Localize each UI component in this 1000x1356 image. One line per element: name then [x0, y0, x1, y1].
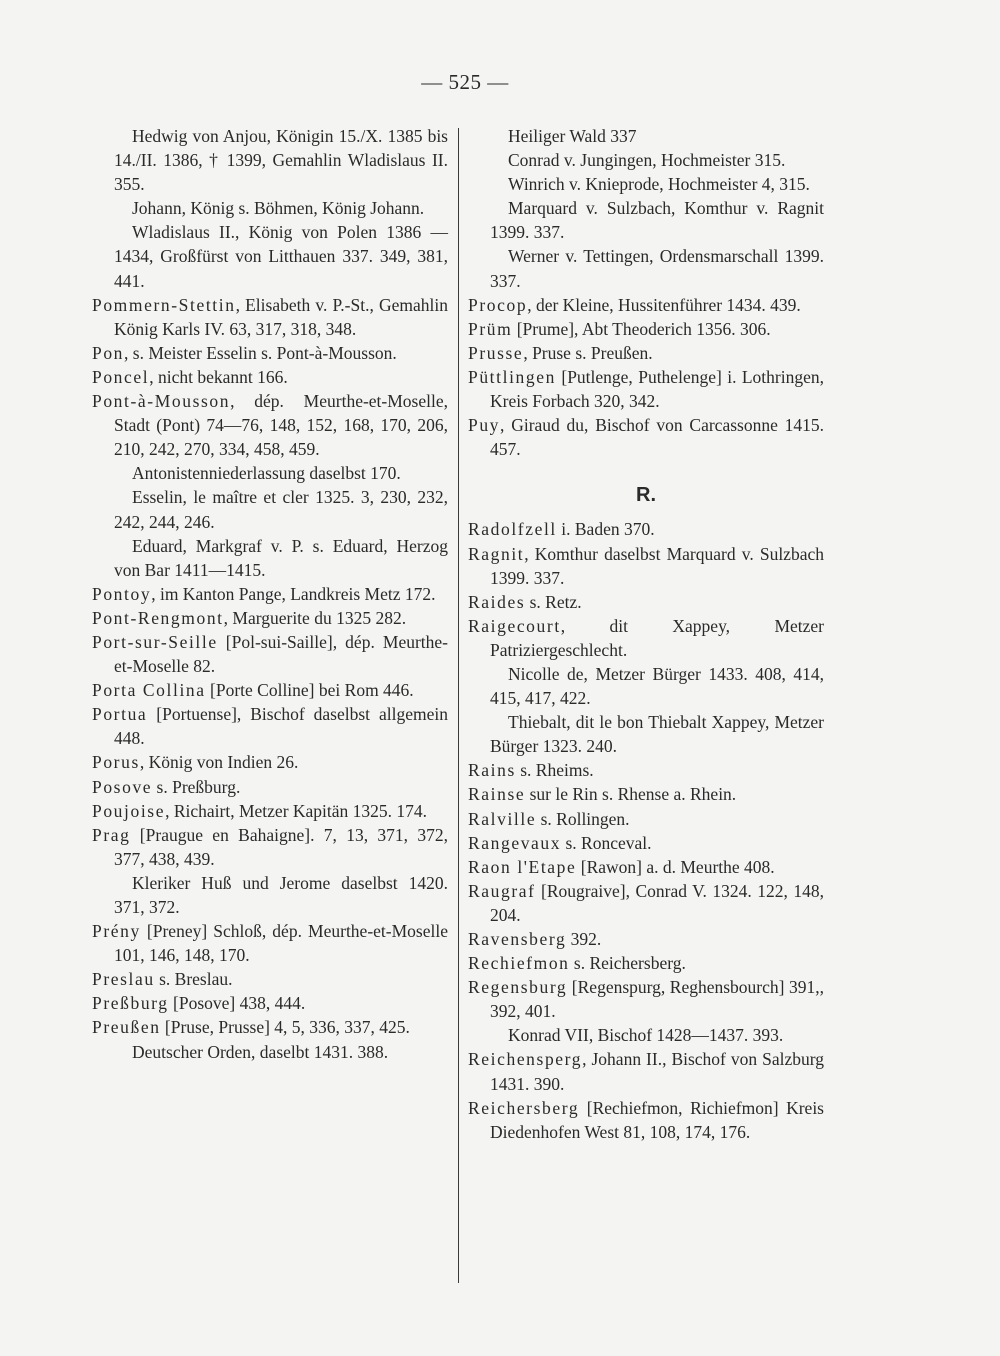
- index-entry: [92, 341, 448, 365]
- index-entry-text: , im Kanton Pange, Landkreis Metz 172.: [151, 583, 436, 604]
- index-entry-text: , Marguerite du 1325 282.: [223, 607, 407, 628]
- index-entry-text: Winrich v. Knieprode, Hochmeister 4, 315.: [508, 174, 810, 195]
- index-headword: Preslau: [92, 969, 155, 990]
- index-entry-text: s. Retz.: [525, 591, 582, 612]
- right-column-r-entries: [468, 517, 824, 1143]
- index-entry-text: [Rougraive], Conrad V. 1324. 122, 148, 204.: [490, 880, 824, 925]
- index-entry-text: [Putlenge, Puthelenge] i. Lothringen, Kreis Forbach 320, 342.: [490, 366, 824, 412]
- index-entry-text: , Johann II., Bischof von Salzburg 1431. 390.: [490, 1049, 824, 1094]
- index-headword: Ravensberg: [468, 929, 567, 949]
- index-entry: [92, 991, 448, 1015]
- index-subentry: [468, 124, 824, 148]
- index-entry: [468, 365, 824, 413]
- right-column: [468, 124, 824, 1144]
- index-subentry: [468, 148, 824, 172]
- index-entry-text: Johann, König s. Böhmen, König Johann.: [132, 198, 425, 219]
- index-headword: Raon l'Etape: [468, 856, 577, 877]
- index-entry: [92, 293, 448, 341]
- index-entry-text: Heiliger Wald 337: [508, 126, 637, 146]
- index-entry-text: [Porte Colline] bei Rom 446.: [205, 680, 414, 701]
- index-headword: Poncel: [92, 366, 150, 387]
- index-entry: [468, 975, 824, 1023]
- index-entry-text: s. Ronceval.: [561, 832, 652, 853]
- column-divider: [458, 128, 459, 1283]
- index-entry: [468, 951, 824, 975]
- index-headword: Raugraf: [468, 880, 536, 901]
- index-headword: Preßburg: [92, 993, 169, 1014]
- index-headword: Reichensperg: [468, 1049, 583, 1070]
- index-headword: Poujoise: [92, 800, 166, 821]
- index-entry: [468, 293, 824, 317]
- index-subentry: [92, 485, 448, 533]
- index-subentry: [468, 1023, 824, 1047]
- index-entry-text: Antonistenniederlassung daselbst 170.: [132, 463, 401, 484]
- index-subentry: [92, 871, 448, 919]
- index-headword: Pont-Rengmont: [92, 607, 224, 628]
- index-headword: Radolfzell: [468, 519, 557, 540]
- index-headword: Rechiefmon: [468, 953, 570, 974]
- index-headword: Püttlingen: [468, 366, 556, 387]
- index-entry-text: s. Preßburg.: [152, 776, 241, 797]
- index-entry: [468, 807, 824, 831]
- index-subentry: [468, 662, 824, 710]
- index-entry: [92, 630, 448, 678]
- right-column-p-entries: [468, 124, 824, 461]
- section-letter-r: R.: [636, 484, 656, 507]
- index-entry-text: [Pol-sui-Saille], dép. Meurthe-et-Moselle 82.: [114, 631, 448, 677]
- index-entry-text: Marquard v. Sulzbach, Komthur v. Ragnit 1399. 337.: [490, 198, 824, 243]
- index-entry-text: , s. Meister Esselin s. Pont-à-Mousson.: [124, 342, 397, 363]
- index-headword: Prag: [92, 824, 131, 845]
- index-entry-text: , Richairt, Metzer Kapitän 1325. 174.: [165, 800, 428, 821]
- index-headword: Ragnit: [468, 543, 525, 564]
- index-entry-text: s. Rollingen.: [536, 808, 630, 829]
- index-entry-text: s. Rheims.: [515, 760, 594, 781]
- index-headword: Procop: [468, 294, 528, 315]
- index-entry: [468, 758, 824, 782]
- index-subentry: [92, 461, 448, 485]
- index-entry: [468, 782, 824, 806]
- index-headword: Regensburg: [468, 977, 568, 998]
- index-entry: [468, 855, 824, 879]
- index-headword: Pontoy: [92, 583, 152, 604]
- index-entry: [92, 702, 448, 750]
- index-entry: [92, 775, 448, 799]
- index-entry-text: , nicht bekannt 166.: [149, 366, 288, 387]
- index-headword: Raides: [468, 591, 526, 612]
- index-entry: [468, 317, 824, 341]
- index-entry-text: Werner v. Tettingen, Ordensmarschall 1399. 337.: [490, 246, 824, 291]
- index-headword: Rangevaux: [468, 832, 562, 853]
- index-entry: [92, 606, 448, 630]
- index-headword: Porus: [92, 752, 140, 773]
- index-subentry: [468, 244, 824, 292]
- index-entry-text: , Giraud du, Bischof von Carcassonne 1415. 457.: [490, 415, 824, 460]
- index-entry: [468, 831, 824, 855]
- page-number: — 525 —: [421, 70, 509, 94]
- index-entry: [468, 517, 824, 541]
- index-entry-text: sur le Rin s. Rhense a. Rhein.: [525, 784, 737, 805]
- index-entry-text: Thiebalt, dit le bon Thiebalt Xappey, Metzer Bürger 1323. 240.: [490, 712, 824, 757]
- index-entry: [468, 413, 824, 461]
- index-entry-text: [Rechiefmon, Richiefmon] Kreis Diedenhofen West 81, 108, 174, 176.: [490, 1097, 824, 1142]
- index-entry-text: Konrad VII, Bischof 1428—1437. 393.: [508, 1025, 784, 1046]
- index-entry-text: Nicolle de, Metzer Bürger 1433. 408, 414, 415, 417, 422.: [490, 663, 824, 709]
- index-entry: [92, 750, 448, 774]
- index-entry: [468, 879, 824, 927]
- index-headword: Prény: [92, 921, 141, 942]
- index-entry: [92, 678, 448, 702]
- index-entry-text: Conrad v. Jungingen, Hochmeister 315.: [508, 150, 786, 171]
- index-entry: [92, 967, 448, 991]
- index-entry-text: , Pruse s. Preußen.: [523, 342, 653, 363]
- index-entry: [92, 919, 448, 967]
- index-entry-text: [Praugue en Bahaigne]. 7, 13, 371, 372, 377, 438, 439.: [114, 824, 448, 869]
- index-headword: Preußen: [92, 1017, 161, 1038]
- index-subentry: [92, 196, 448, 220]
- index-entry-text: [Preney] Schloß, dép. Meurthe-et-Moselle 101, 146, 148, 170.: [114, 921, 448, 966]
- index-headword: Reichersberg: [468, 1097, 580, 1118]
- index-entry-text: Deutscher Orden, daselbt 1431. 388.: [132, 1041, 389, 1062]
- index-entry-text: 392.: [566, 929, 602, 949]
- index-entry: [468, 1047, 824, 1095]
- index-entry-text: [Regenspurg, Reghensbourch] 391,, 392, 401.: [490, 977, 824, 1022]
- index-entry: [468, 590, 824, 614]
- index-subentry: [92, 220, 448, 292]
- index-entry-text: s. Breslau.: [154, 969, 233, 990]
- index-entry-text: , dép. Meurthe-et-Moselle, Stadt (Pont) 74—76, 148, 152, 168, 170, 206, 210, 242, 270, 334, 458, 459.: [114, 391, 448, 460]
- index-entry: [92, 582, 448, 606]
- index-entry-text: [Pruse, Prusse] 4, 5, 336, 337, 425.: [160, 1017, 410, 1038]
- index-entry: [468, 341, 824, 365]
- index-entry: [468, 1096, 824, 1144]
- index-entry-text: [Prume], Abt Theoderich 1356. 306.: [512, 318, 771, 339]
- index-subentry: [92, 534, 448, 582]
- index-subentry: [468, 710, 824, 758]
- index-subentry: [92, 124, 448, 196]
- index-headword: Ralville: [468, 808, 537, 829]
- index-headword: Pont-à-Mousson: [92, 391, 231, 412]
- index-entry: [468, 927, 824, 951]
- index-entry: [92, 389, 448, 461]
- index-entry-text: Eduard, Markgraf v. P. s. Eduard, Herzog von Bar 1411—1415.: [114, 535, 448, 580]
- index-entry: [92, 365, 448, 389]
- index-subentry: [92, 1040, 448, 1064]
- index-entry: [92, 1015, 448, 1039]
- left-column: [92, 124, 448, 1064]
- index-entry-text: s. Reichersberg.: [569, 953, 686, 974]
- index-headword: Pon: [92, 342, 125, 363]
- index-headword: Raigecourt: [468, 615, 561, 636]
- index-headword: Pommern-Stettin: [92, 294, 236, 315]
- index-entry-text: , der Kleine, Hussitenführer 1434. 439.: [527, 294, 801, 315]
- index-headword: Port-sur-Seille: [92, 631, 218, 652]
- index-headword: Puy: [468, 415, 501, 436]
- index-headword: Rainse: [468, 784, 526, 805]
- index-entry-text: [Rawon] a. d. Meurthe 408.: [576, 856, 775, 877]
- index-entry-text: i. Baden 370.: [556, 519, 655, 540]
- index-entry-text: Esselin, le maître et cler 1325. 3, 230, 232, 242, 244, 246.: [114, 487, 448, 532]
- index-subentry: [468, 196, 824, 244]
- index-entry-text: [Portuense], Bischof daselbst allgemein 448.: [114, 704, 448, 749]
- index-entry-text: , König von Indien 26.: [139, 752, 299, 773]
- index-headword: Prusse: [468, 342, 524, 363]
- index-entry-text: Wladislaus II., König von Polen 1386 — 1434, Großfürst von Litthauen 337. 349, 381, 441.: [114, 222, 448, 291]
- index-entry-text: [Posove] 438, 444.: [168, 993, 306, 1014]
- index-entry-text: Kleriker Huß und Jerome daselbst 1420. 371, 372.: [114, 872, 448, 917]
- index-entry: [92, 799, 448, 823]
- index-headword: Portua: [92, 704, 148, 725]
- index-entry: [92, 823, 448, 871]
- index-entry-text: , dit Xappey, Metzer Patriziergeschlecht.: [490, 615, 824, 660]
- index-entry-text: Hedwig von Anjou, Königin 15./X. 1385 bis 14./II. 1386, † 1399, Gemahlin Wladislaus II. 355.: [114, 126, 448, 195]
- index-subentry: [468, 172, 824, 196]
- index-entry: [468, 542, 824, 590]
- index-headword: Rains: [468, 760, 516, 781]
- index-headword: Porta Collina: [92, 680, 206, 701]
- index-headword: Prüm: [468, 318, 513, 339]
- index-entry: [468, 614, 824, 662]
- index-entry-text: , Elisabeth v. P.-St., Gemahlin König Karls IV. 63, 317, 318, 348.: [114, 294, 448, 339]
- index-headword: Posove: [92, 776, 153, 797]
- index-entry-text: , Komthur daselbst Marquard v. Sulzbach 1399. 337.: [490, 543, 824, 588]
